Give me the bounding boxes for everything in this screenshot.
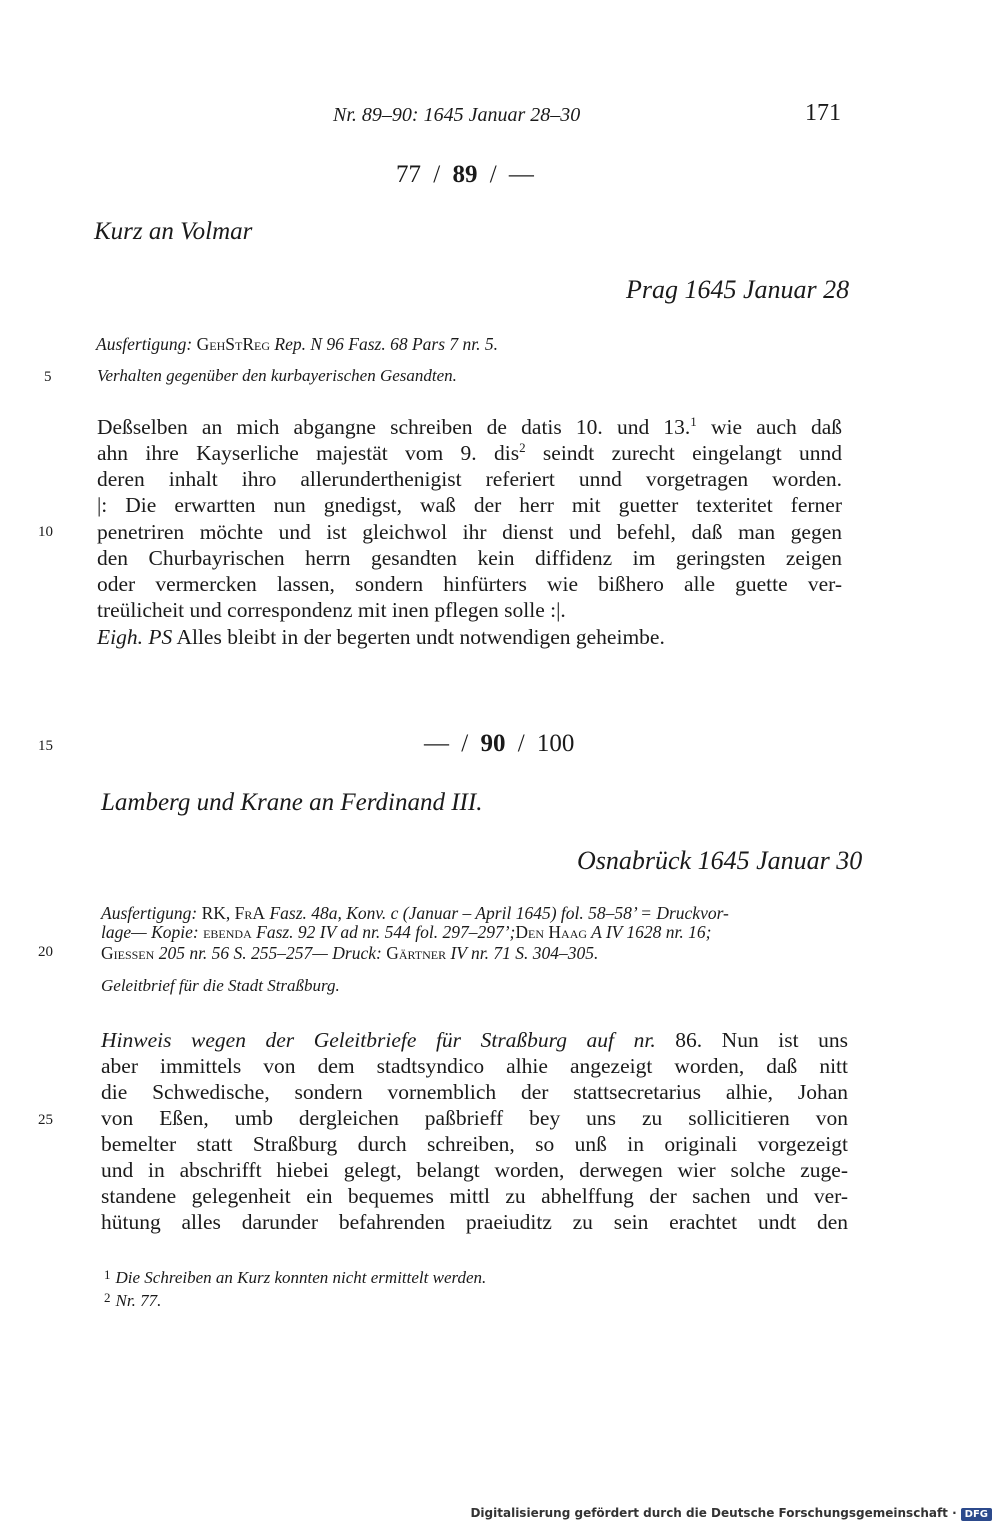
doc1-body-line-6: den Churbayrischen herrn gesandten kein diffidenz im geringsten zeigen [97, 546, 842, 570]
footnote-ref-2: 2 [519, 440, 526, 455]
doc1-ps-label: Eigh. PS [97, 625, 173, 649]
doc2-source-line-2: lage— Kopie: ebenda Fasz. 92 IV ad nr. 544 fol. 297–297’;Den Haag A IV 1628 nr. 16; [101, 922, 712, 942]
page-number: 171 [805, 100, 841, 126]
doc1-body-line-2: ahn ihre Kayserliche majestät vom 9. dis$^2$ seindt zurecht eingelangt unnd [97, 440, 843, 465]
doc2-body-line-8: hütung alles darunder befahrenden praeiuditz zu sein erachtet undt den [101, 1210, 848, 1234]
doc2-number-prev: — [424, 730, 449, 757]
doc2-source-line-1: Ausfertigung: RK, FrA Fasz. 48a, Konv. c (Januar – April 1645) fol. 58–58’ = Druckvor- [101, 903, 729, 923]
doc2-number-next: 100 [536, 730, 575, 757]
doc1-number-line [396, 161, 534, 189]
doc1-postscript: Eigh. PS Alles bleibt in der begerten undt notwendigen geheimbe. [97, 625, 665, 649]
doc2-source-line-3: Giessen 205 nr. 56 S. 255–257— Druck: Gärtner IV nr. 71 S. 304–305. [101, 943, 599, 963]
doc2-place-date: Osnabrück 1645 Januar 30 [577, 846, 863, 875]
doc1-place-date: Prag 1645 Januar 28 [626, 275, 850, 304]
doc1-number-next: — [508, 161, 534, 188]
doc1-source-rest: Rep. N 96 Fasz. 68 Pars 7 nr. 5. [274, 334, 498, 354]
doc2-editorial-note: Hinweis wegen der Geleitbriefe für Straßburg auf nr. [101, 1028, 656, 1052]
footnote-2: $^2$ Nr. 77. [104, 1290, 162, 1310]
line-number: 10 [38, 524, 53, 540]
line-number: 25 [38, 1112, 53, 1128]
doc1-number-sep2: / [489, 161, 497, 188]
doc2-body-line-4: von Eßen, umb dergleichen paßbrieff bey uns zu sollicitieren von [101, 1106, 848, 1130]
doc1-body-line-7: oder vermercken lassen, sondern hinfürters wie bißhero alle guette ver- [97, 572, 842, 596]
doc1-source-label: Ausfertigung: [96, 334, 193, 354]
doc2-number-sep: / [461, 730, 469, 757]
doc2-body-line-5: bemelter statt Straßburg durch schreiben, so unß in originali vorgezeigt [101, 1132, 848, 1156]
doc2-number: 90 [480, 730, 506, 757]
doc1-summary: Verhalten gegenüber den kurbayerischen Gesandten. [97, 366, 457, 385]
line-number: 5 [44, 369, 52, 385]
footnote-ref-1: 1 [690, 414, 697, 429]
doc1-source [96, 334, 498, 355]
line-number: 20 [38, 944, 53, 960]
doc1-number-sep: / [433, 161, 441, 188]
doc1-number-prev: 77 [396, 161, 421, 188]
doc2-body-line-3: die Schwedische, sondern vornemblich der stattsecretarius alhie, Johan [101, 1080, 848, 1104]
doc2-body-line-7: standene gelegenheit ein bequemes mittl zu abhelffung der sachen und ver- [101, 1184, 848, 1208]
doc1-body-line-4: |: Die erwartten nun gnedigst, waß der herr mit guetter texteritet ferner [97, 493, 842, 517]
doc2-body-line-2: aber immittels von dem stadtsyndico alhie angezeigt worden, daß nitt [101, 1054, 848, 1078]
doc2-number-sep2: / [517, 730, 525, 757]
funding-note: Digitalisierung gefördert durch die Deutsche Forschungsgemeinschaft · DFG [470, 1506, 992, 1521]
doc1-title: Kurz an Volmar [94, 218, 253, 245]
doc1-source-archive: GehStReg [196, 334, 270, 354]
running-title: Nr. 89–90: 1645 Januar 28–30 [333, 104, 581, 126]
doc2-body-line-6: und in abschrifft hiebei gelegt, belangt worden, derwegen wier solche zuge- [101, 1158, 848, 1182]
doc1-body-line-3: deren inhalt ihro allerunderthenigist referiert unnd vorgetragen worden. [97, 467, 842, 491]
doc2-body-line-1: Hinweis wegen der Geleitbriefe für Straßburg auf nr. 86. Nun ist uns [101, 1028, 848, 1052]
footnote-1: $^1$ Die Schreiben an Kurz konnten nicht ermittelt werden. [104, 1267, 487, 1287]
doc2-summary: Geleitbrief für die Stadt Straßburg. [101, 976, 340, 995]
dfg-logo: DFG [961, 1508, 992, 1521]
doc1-number: 89 [452, 161, 478, 188]
doc2-title: Lamberg und Krane an Ferdinand III. [101, 789, 483, 816]
doc1-body-line-1: Deßselben an mich abgangne schreiben de datis 10. und 13.$^1$ wie auch daß [97, 414, 843, 439]
doc1-body-line-5: penetriren möchte und ist gleichwol ihr dienst und befehl, daß man gegen [97, 520, 842, 544]
line-number: 15 [38, 738, 53, 754]
doc2-number-line [424, 730, 574, 758]
doc1-body-line-8: treülicheit und correspondenz mit inen pflegen solle :|. [97, 598, 566, 622]
